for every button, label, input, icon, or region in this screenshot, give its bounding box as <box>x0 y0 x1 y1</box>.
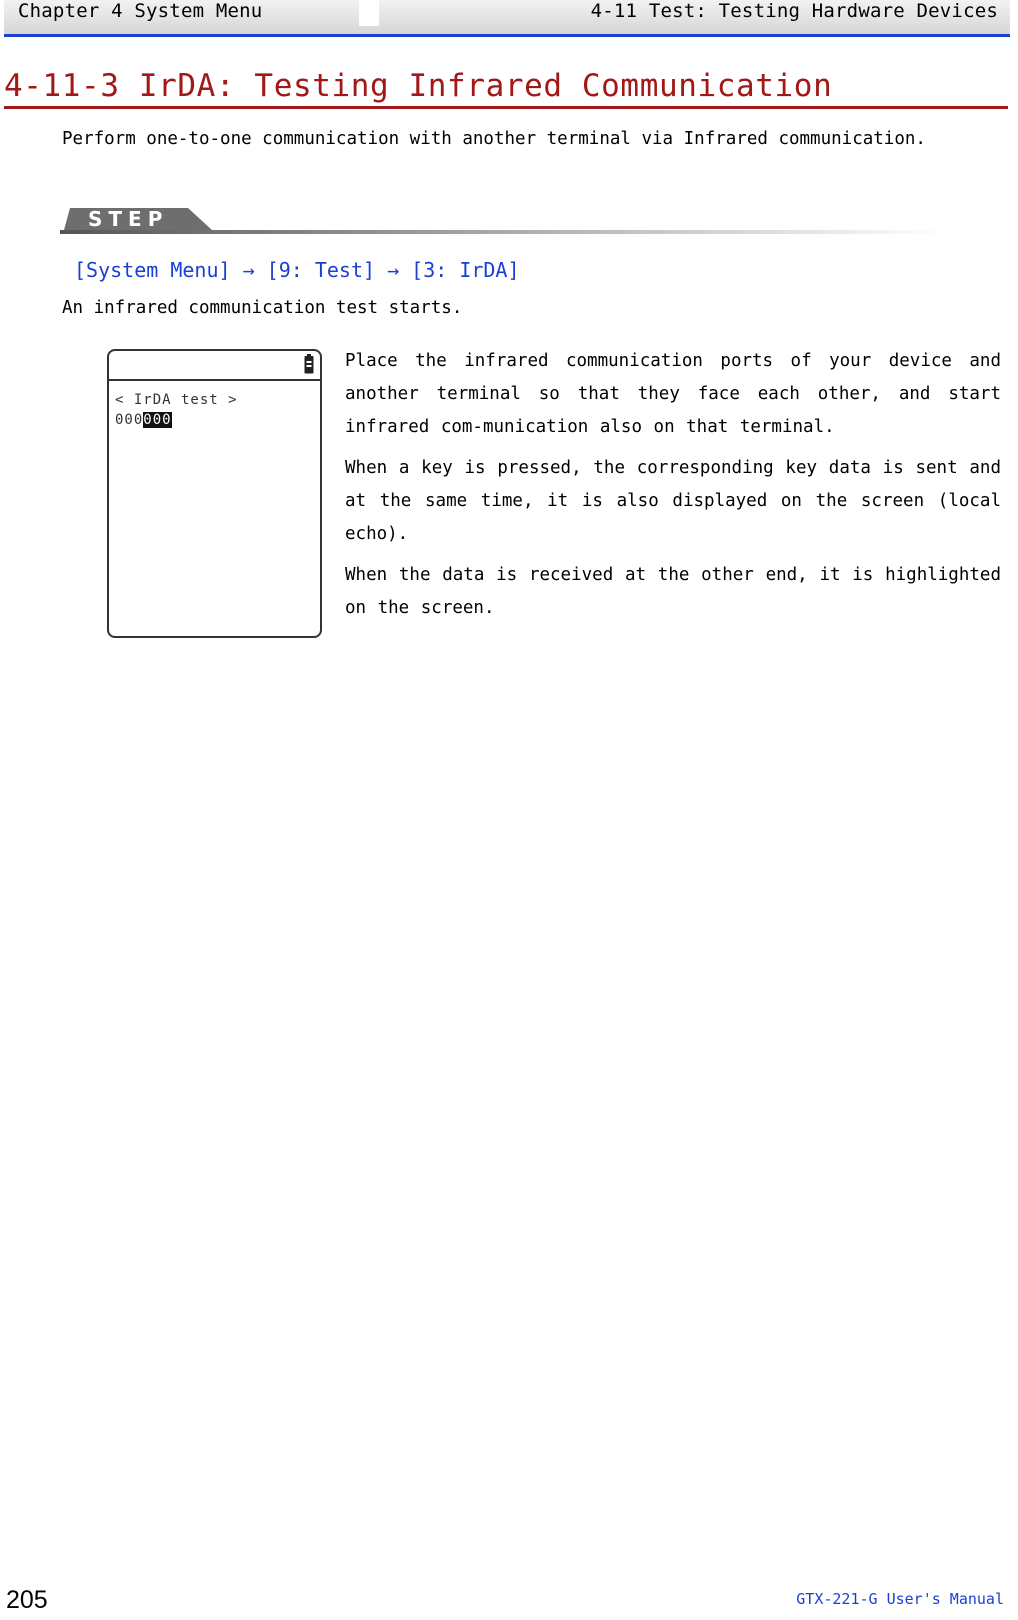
sent-data: 000 <box>115 412 144 428</box>
step-banner <box>60 208 946 242</box>
section-label: 4-11 Test: Testing Hardware Devices <box>590 0 998 22</box>
title-rule <box>4 106 1008 109</box>
description-paragraph: Place the infrared communication ports of your device and another terminal so that they face each other, and start infrared com-munication also on that terminal. <box>345 351 1001 437</box>
screen-title: < IrDA test > <box>115 392 238 408</box>
description-paragraph: When a key is pressed, the corresponding key data is sent and at the same time, it is also displayed on the screen (local echo). <box>345 458 1001 544</box>
step-label: STEP <box>88 208 169 231</box>
description <box>345 345 1001 633</box>
battery-icon <box>304 354 314 374</box>
screen-data-line <box>115 411 172 429</box>
section-title: 4-11-3 IrDA: Testing Infrared Communication <box>4 68 833 104</box>
status-bar-divider <box>109 379 320 381</box>
intro-paragraph: Perform one-to-one communication with another terminal via Infrared communication. <box>62 129 926 149</box>
device-screen <box>107 349 322 638</box>
header-gap <box>359 0 379 26</box>
step-result: An infrared communication test starts. <box>62 298 463 318</box>
received-data-highlighted: 000 <box>143 412 172 428</box>
step-navigation-path: [System Menu] → [9: Test] → [3: IrDA] <box>74 258 520 282</box>
page-number: 205 <box>6 1586 48 1614</box>
manual-name: GTX-221-G User's Manual <box>796 1590 1004 1608</box>
step-underline <box>60 230 946 234</box>
description-paragraph: When the data is received at the other end, it is highlighted on the screen. <box>345 565 1001 618</box>
chapter-label: Chapter 4 System Menu <box>18 0 263 22</box>
page-header <box>4 0 1010 37</box>
